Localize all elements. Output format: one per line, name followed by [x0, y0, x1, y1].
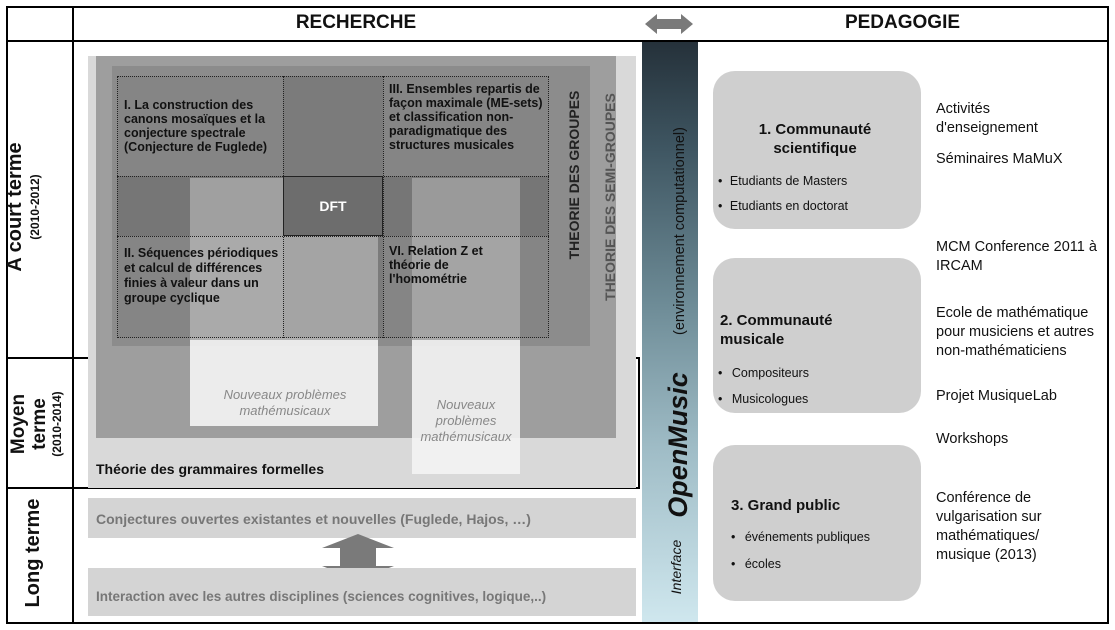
ped-box-2-bullet-2-text: Musicologues — [731, 392, 809, 406]
new-problems-label-2: Nouveaux problèmes mathémusicaux — [420, 397, 512, 444]
frame-top — [6, 6, 1109, 8]
side-conference: Conférence de vulgarisation sur mathématiques/ musique (2013) — [936, 490, 1042, 563]
ped-box-3-bullet-2-text: écoles — [744, 557, 781, 571]
interaction-label: Interaction avec les autres disciplines (sciences cognitives, logique,..) — [96, 589, 547, 604]
ped-box-3-bullet-1: • événements publiques — [731, 530, 870, 544]
openmusic-name-label: OpenMusic — [663, 372, 693, 518]
dotted-grid-v2 — [383, 76, 384, 338]
grammaires-label: Théorie des grammaires formelles — [96, 461, 324, 477]
row-short-years: (2010-2012) — [28, 174, 42, 240]
row-divider-1-right — [638, 357, 640, 489]
ped-box-3-title: 3. Grand public — [731, 497, 841, 514]
theorie-semigroupes-label: THEORIE DES SEMI-GROUPES — [602, 93, 618, 301]
row-label-long — [20, 493, 46, 613]
side-seminaires: Séminaires MaMuX — [936, 151, 1063, 167]
header-divider — [6, 40, 1109, 42]
quad-2-text: II. Séquences périodiques et calcul de différences finies à valeur dans un groupe cyclique — [124, 246, 279, 305]
side-mcm: MCM Conference 2011 à IRCAM — [936, 239, 1097, 274]
conjectures-label: Conjectures ouvertes existantes et nouvelles (Fuglede, Hajos, …) — [96, 511, 531, 527]
ped-box-1-bullet-1: • Etudiants de Masters — [718, 174, 848, 188]
openmusic-env-label: (environnement computationnel) — [672, 127, 688, 335]
quad-1-text: I. La construction des canons mosaïques et la conjecture spectrale (Conjecture de Fuglede) — [124, 98, 268, 154]
ped-box-2-bullet-1: • Compositeurs — [718, 366, 809, 380]
ped-box-1-bullet-2: • Etudiants en doctorat — [718, 199, 848, 213]
side-workshops: Workshops — [936, 431, 1009, 447]
new-problems-label-1: Nouveaux problèmes mathémusicaux — [223, 387, 347, 418]
row-medium-line2: terme — [29, 398, 50, 450]
ped-box-3-bullet-2: • écoles — [731, 557, 781, 571]
row-long-title: Long terme — [22, 498, 44, 608]
frame-right — [1107, 6, 1109, 624]
header-recherche: RECHERCHE — [295, 12, 417, 33]
ped-box-2-title: 2. Communauté musicale — [720, 312, 833, 348]
ped-box-3 — [713, 445, 921, 601]
side-activites: Activités d'enseignement — [936, 101, 1038, 136]
openmusic-interface-label: Interface — [668, 539, 684, 595]
ped-box-1-bullet-1-text: Etudiants de Masters — [729, 174, 848, 188]
quad-4-text: VI. Relation Z et théorie de l'homométrie — [389, 244, 483, 286]
row-medium-years: (2010-2014) — [50, 391, 64, 457]
ped-box-1-title: 1. Communauté scientifique — [758, 121, 872, 157]
double-arrow-icon — [645, 12, 693, 36]
dotted-grid-h2 — [117, 236, 549, 237]
frame-bottom — [6, 622, 1109, 624]
dft-label: DFT — [319, 198, 347, 214]
ped-box-3-bullet-1-text: événements publiques — [744, 530, 870, 544]
side-musiquelab: Projet MusiqueLab — [936, 388, 1057, 404]
ped-box-1-bullet-2-text: Etudiants en doctorat — [729, 199, 848, 213]
ped-box-2-bullet-2: • Musicologues — [718, 392, 809, 406]
theorie-groupes-label: THEORIE DES GROUPES — [566, 90, 582, 260]
row-short-title: A court terme — [4, 142, 26, 272]
row-label-medium — [8, 364, 72, 484]
label-column-divider — [72, 6, 74, 624]
side-ecole: Ecole de mathématique pour musiciens et autres non-mathématiciens — [936, 305, 1094, 359]
row-label-short — [3, 57, 47, 357]
row-medium-line1: Moyen — [8, 393, 29, 455]
header-pedagogie: PEDAGOGIE — [844, 12, 961, 33]
ped-box-2-bullet-1-text: Compositeurs — [731, 366, 809, 380]
quad-3-text: III. Ensembles repartis de façon maximale (ME-sets) et classification non-paradigmatique des structures musicales — [389, 82, 543, 152]
